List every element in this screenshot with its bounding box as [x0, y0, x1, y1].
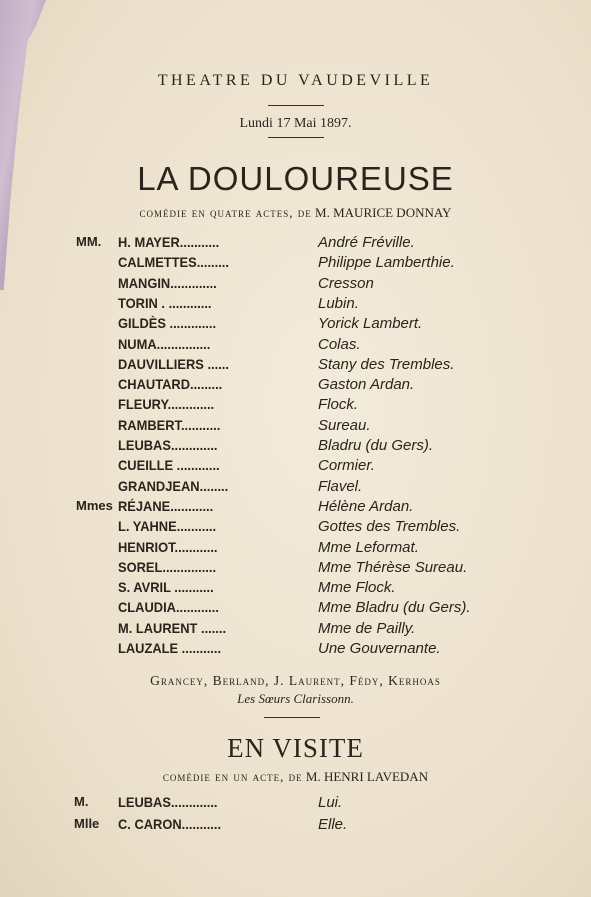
play-author: M. MAURICE DONNAY: [315, 205, 452, 220]
cast-row: [0, 579, 591, 599]
divider: [268, 105, 324, 106]
actor-name: SOREL...............: [118, 558, 217, 575]
character-name: Hélène Ardan.: [318, 497, 414, 515]
extras-role: Les Sœurs Clarissonn.: [237, 691, 354, 706]
actor-name: MANGIN.............: [118, 274, 217, 291]
cast-row: [0, 518, 591, 538]
play-genre: comédie en quatre actes, de: [139, 205, 312, 220]
cast-prefix: Mmes: [76, 497, 113, 513]
actor-name: TORIN . ............: [118, 294, 212, 311]
play-subtitle: [0, 205, 591, 221]
divider: [268, 137, 324, 138]
cast-row: [0, 254, 591, 274]
character-name: Flock.: [318, 396, 359, 414]
character-name: Gaston Ardan.: [318, 376, 415, 394]
actor-name: H. MAYER...........: [118, 234, 220, 250]
cast-row: [0, 315, 591, 335]
cast-row: [0, 275, 591, 295]
character-name: Mme Flock.: [318, 579, 396, 597]
cast-row: [0, 457, 591, 477]
cast-row: [0, 559, 591, 579]
character-name: Philippe Lamberthie.: [318, 254, 455, 272]
play-title: LA DOULOUREUSE: [137, 160, 454, 197]
cast-prefix: M.: [74, 794, 89, 809]
cast-row: [0, 396, 591, 416]
cast-row: [0, 356, 591, 376]
actor-name: NUMA...............: [118, 335, 211, 352]
actor-name: RÉJANE............: [118, 497, 214, 514]
cast-prefix: Mlle: [74, 815, 100, 831]
cast-row: [0, 640, 591, 660]
cast-row: [0, 336, 591, 356]
cast-row: [0, 498, 591, 518]
theatre-name: THEATRE DU VAUDEVILLE: [157, 72, 434, 89]
play-title: EN VISITE: [227, 733, 364, 763]
character-name: Cresson: [318, 274, 374, 292]
actor-name: GILDÈS .............: [118, 315, 217, 332]
character-name: Sureau.: [318, 416, 371, 434]
cast-row: [0, 234, 591, 254]
cast-row: [0, 478, 591, 498]
character-name: Gottes des Trembles.: [318, 518, 461, 536]
play-author: M. HENRI LAVEDAN: [305, 769, 429, 784]
actor-name: RAMBERT...........: [118, 416, 221, 433]
actor-name: M. LAURENT .......: [118, 619, 227, 636]
play-subtitle: [0, 769, 591, 785]
performance-date: Lundi 17 Mai 1897.: [239, 116, 352, 131]
character-name: Cormier.: [318, 457, 375, 475]
character-name: Colas.: [318, 335, 361, 353]
cast-row: [0, 599, 591, 619]
character-name: Flavel.: [318, 477, 363, 495]
cast-row: [0, 816, 591, 836]
actor-name: LAUZALE ...........: [118, 640, 222, 656]
actor-name: LEUBAS.............: [118, 437, 218, 453]
cast-prefix: MM.: [76, 234, 102, 249]
cast-row: [0, 620, 591, 640]
actor-name: GRANDJEAN........: [118, 477, 229, 494]
actor-name: FLEURY.............: [118, 396, 215, 413]
actor-name: DAUVILLIERS ......: [118, 355, 229, 372]
character-name: Mme Bladru (du Gers).: [318, 599, 471, 617]
character-name: Stany des Trembles.: [318, 355, 455, 373]
cast-row: [0, 794, 591, 814]
cast-row: [0, 539, 591, 559]
actor-name: HENRIOT............: [118, 538, 218, 555]
cast-row: [0, 437, 591, 457]
actor-name: CALMETTES.........: [118, 254, 229, 271]
character-name: Mme Thérèse Sureau.: [318, 558, 468, 576]
actor-name: CUEILLE ............: [118, 457, 220, 474]
actor-name: LEUBAS.............: [118, 794, 218, 810]
actor-name: CLAUDIA............: [118, 599, 219, 616]
cast-row: [0, 295, 591, 315]
character-name: Mme Leformat.: [318, 538, 419, 556]
play-genre: comédie en un acte, de: [162, 769, 303, 784]
cast-row: [0, 417, 591, 437]
character-name: Elle.: [318, 815, 348, 833]
character-name: Mme de Pailly.: [318, 619, 416, 637]
actor-name: CHAUTARD.........: [118, 376, 223, 393]
actor-name: S. AVRIL ...........: [118, 579, 214, 596]
character-name: Bladru (du Gers).: [318, 437, 434, 454]
extras-line: [0, 673, 591, 689]
character-name: Lubin.: [318, 294, 359, 312]
character-name: Lui.: [318, 794, 343, 811]
extras-names: Grancey, Berland, J. Laurent, Fédy, Kerhoas: [150, 673, 441, 688]
cast-row: [0, 376, 591, 396]
character-name: André Fréville.: [318, 234, 415, 251]
divider: [264, 717, 320, 718]
character-name: Une Gouvernante.: [318, 640, 441, 657]
actor-name: L. YAHNE...........: [118, 518, 217, 535]
character-name: Yorick Lambert.: [318, 315, 423, 333]
actor-name: C. CARON...........: [118, 815, 222, 832]
